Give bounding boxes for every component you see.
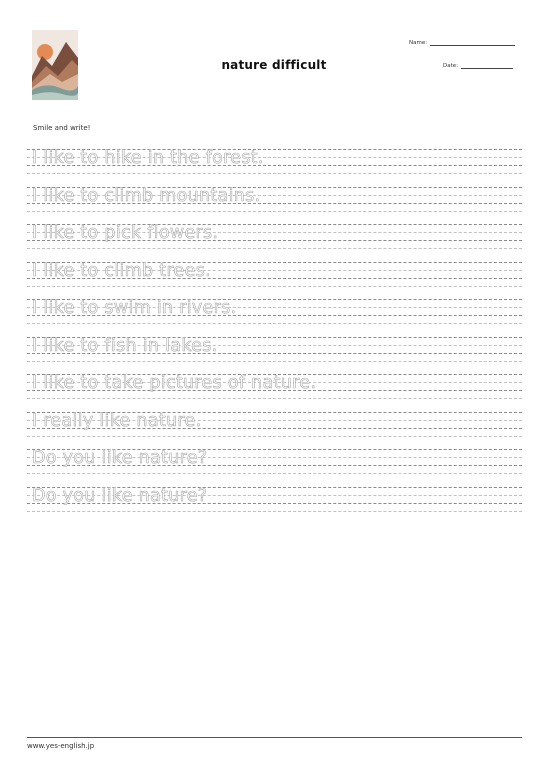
- tracing-row[interactable]: [27, 334, 522, 372]
- guide-line-descender: [27, 286, 522, 287]
- name-field[interactable]: [409, 39, 515, 46]
- worksheet-title: nature difficult: [221, 58, 327, 72]
- name-label: Name:: [409, 40, 428, 46]
- guide-line-descender: [27, 511, 522, 512]
- date-input-line[interactable]: [461, 62, 513, 69]
- date-field[interactable]: [443, 62, 513, 69]
- guide-line-descender: [27, 473, 522, 474]
- tracing-row[interactable]: [27, 221, 522, 259]
- guide-line-descender: [27, 248, 522, 249]
- tracing-row[interactable]: [27, 371, 522, 409]
- trace-sentence: Do you like nature?: [32, 448, 208, 468]
- trace-sentence: I like to swim in rivers.: [32, 298, 237, 318]
- guide-line-descender: [27, 211, 522, 212]
- guide-line-descender: [27, 398, 522, 399]
- footer-divider: [27, 737, 522, 738]
- trace-sentence: I like to fish in lakes.: [32, 335, 218, 356]
- tracing-rows: [27, 146, 522, 521]
- guide-line-descender: [27, 361, 522, 362]
- tracing-row[interactable]: [27, 259, 522, 297]
- tracing-row[interactable]: [27, 484, 522, 522]
- tracing-row[interactable]: [27, 409, 522, 447]
- name-input-line[interactable]: [430, 39, 515, 46]
- tracing-row[interactable]: [27, 184, 522, 222]
- tracing-row[interactable]: [27, 296, 522, 334]
- trace-sentence: I like to pick flowers.: [32, 223, 219, 243]
- trace-sentence: Do you like nature?: [32, 485, 208, 506]
- trace-sentence: I really like nature.: [32, 410, 202, 431]
- tracing-row[interactable]: [27, 446, 522, 484]
- tracing-row[interactable]: [27, 146, 522, 184]
- guide-line-descender: [27, 323, 522, 324]
- trace-sentence: I like to climb mountains.: [32, 185, 261, 206]
- guide-line-descender: [27, 436, 522, 437]
- instruction-text: Smile and write!: [33, 124, 91, 132]
- date-label: Date:: [443, 63, 458, 69]
- trace-sentence: I like to hike in the forest.: [32, 148, 264, 168]
- footer-site-url: www.yes-english.jp: [27, 742, 95, 750]
- guide-line-descender: [27, 173, 522, 174]
- trace-sentence: I like to climb trees.: [32, 260, 211, 281]
- trace-sentence: I like to take pictures of nature.: [32, 373, 317, 393]
